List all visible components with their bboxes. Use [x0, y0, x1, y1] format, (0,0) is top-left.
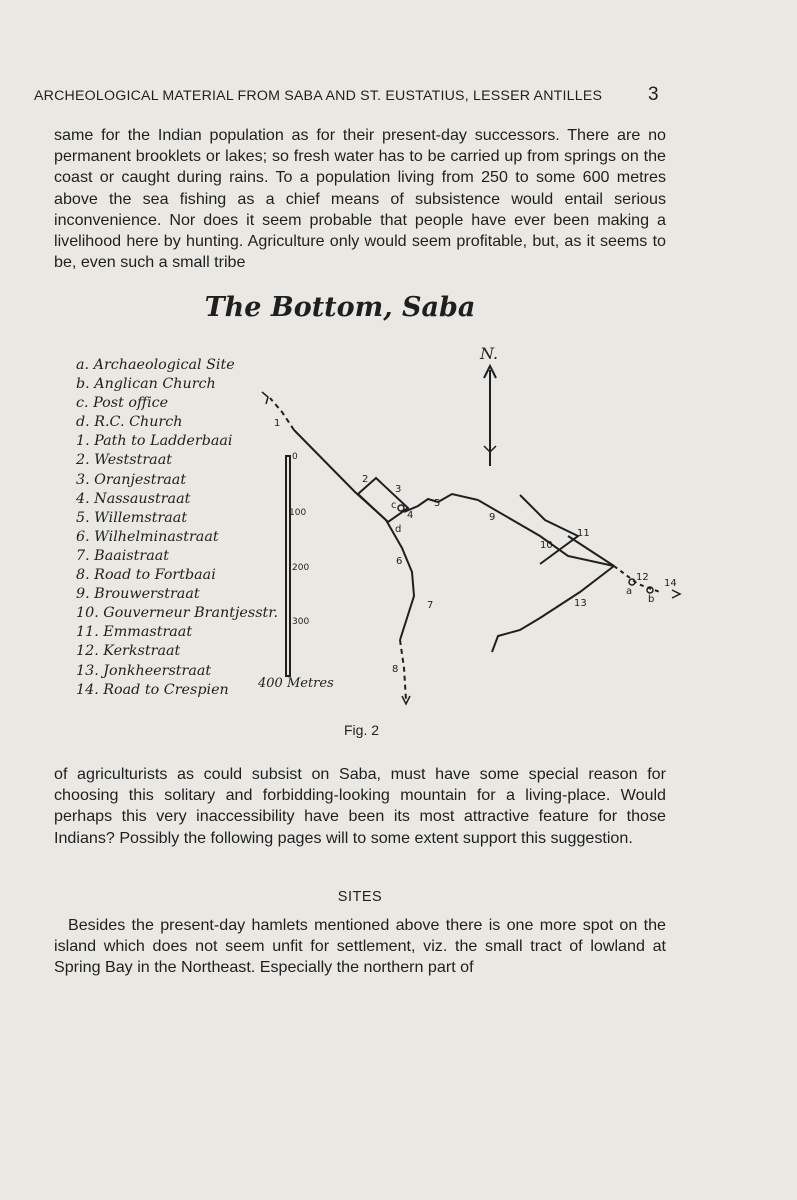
- map-label-11: 11: [577, 528, 590, 539]
- legend-item: a. Archaeological Site: [76, 357, 235, 373]
- figure-title: The Bottom, Saba: [204, 292, 476, 323]
- map-label-4: 4: [407, 510, 414, 521]
- map-label-9: 9: [489, 512, 496, 523]
- map-label-10: 10: [540, 540, 553, 551]
- scale-tick-label: 100: [289, 508, 307, 518]
- running-header: ARCHEOLOGICAL MATERIAL FROM SABA AND ST. EUSTATIUS, LESSER ANTILLES: [34, 88, 603, 104]
- legend-item: 13. Jonkheerstraat: [76, 662, 212, 679]
- figure-caption: Fig. 2: [344, 722, 380, 738]
- scale-tick-label: 300: [292, 617, 310, 627]
- scale-tick-label: 200: [292, 563, 310, 573]
- map-label-1: 1: [274, 418, 281, 429]
- map-label-c: c: [391, 500, 397, 511]
- willemstraat-line: [404, 494, 478, 512]
- section-heading: SITES: [337, 889, 383, 905]
- legend-item: 10. Gouverneur Brantjesstr.: [76, 605, 279, 622]
- body-paragraph-2: of agriculturists as could subsist on Saba, must have some special reason for choosing this solitary and forbidding-looking mountain for a living-place. Would perhaps this very inaccessibility have been its most attractive feature for those Indians? Possibly the following pages will to some extent support this suggestion.: [54, 765, 666, 847]
- map-label-14: 14: [664, 578, 677, 589]
- map-label-12: 12: [636, 572, 649, 583]
- legend-item: 14. Road to Crespien: [76, 681, 229, 698]
- map-label-6: 6: [396, 556, 403, 567]
- legend-item: 5. Willemstraat: [76, 509, 188, 526]
- arrow-nw: [262, 392, 268, 404]
- legend-item: d. R.C. Church: [76, 414, 183, 431]
- legend-item: 4. Nassaustraat: [76, 490, 191, 507]
- road-to-fortbaai-line: [400, 640, 406, 700]
- legend-item: 3. Oranjestraat: [76, 471, 187, 488]
- legend-item: 11. Emmastraat: [76, 624, 193, 641]
- legend-item: 7. Baaistraat: [76, 547, 170, 564]
- map-label-13: 13: [574, 598, 587, 609]
- legend-item: c. Post office: [76, 395, 169, 412]
- map-label-d: d: [395, 524, 402, 535]
- page-number: 3: [648, 84, 659, 105]
- post-office-marker: [398, 505, 404, 511]
- jonkheerstraat-line: [492, 566, 614, 652]
- legend-item: 8. Road to Fortbaai: [76, 567, 216, 584]
- legend-item: 9. Brouwerstraat: [76, 586, 200, 603]
- scale-unit-label: 400 Metres: [258, 676, 334, 691]
- legend-item: 12. Kerkstraat: [76, 643, 181, 660]
- map-label-a: a: [626, 586, 633, 597]
- map-label-3: 3: [395, 484, 402, 495]
- map-label-8: 8: [392, 664, 399, 675]
- legend-item: 6. Wilhelminastraat: [76, 528, 219, 545]
- legend-item: 2. Weststraat: [76, 452, 172, 469]
- scale-bar: [286, 456, 290, 676]
- north-label: N.: [480, 344, 499, 363]
- wilhelminastraat-line: [386, 520, 414, 640]
- arrow-east: [672, 590, 680, 598]
- body-paragraph-3: Besides the present-day hamlets mentioned above there is one more spot on the island which does not seem unfit for settlement, viz. the small tract of lowland at Spring Bay in the Northeast. Especially the northern part of: [54, 916, 666, 977]
- map-label-7: 7: [427, 600, 434, 611]
- legend-item: 1. Path to Ladderbaai: [76, 433, 233, 450]
- map-label-b: b: [648, 594, 655, 605]
- scale-tick-label: 0: [292, 452, 298, 462]
- brouwerstraat-line: [478, 500, 614, 566]
- map-label-2: 2: [362, 474, 369, 485]
- map-label-5: 5: [434, 498, 441, 509]
- legend-item: b. Anglican Church: [76, 376, 216, 393]
- body-paragraph-1: same for the Indian population as for their present-day successors. There are no permanent brooklets or lakes; so fresh water has to be carried up from springs on the coast or caught during rains. To a population living from 250 to some 600 metres above the sea fishing as a chief means of subsistence would entail serious inconvenience. Nor does it seem probable that people have ever been making a livelihood here by hunting. Agriculture only would seem profitable, but, as it seems to be, even such a small tribe: [54, 126, 666, 272]
